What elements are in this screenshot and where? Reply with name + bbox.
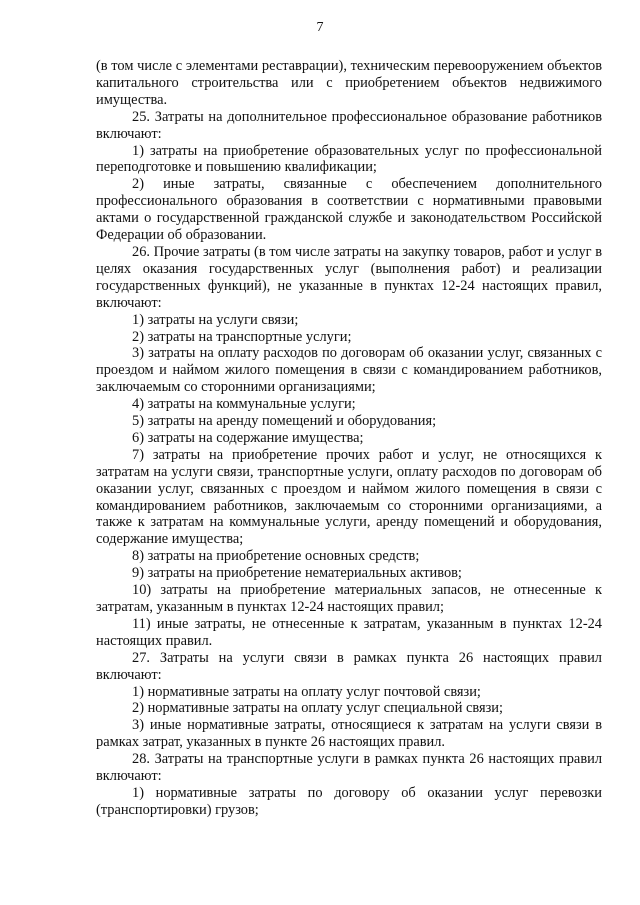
paragraph-clause-26-item-3: 3) затраты на оплату расходов по договорам об оказании услуг, связанных с проездом и наймом жилого помещения в связи с командированием работников, заключаемым со сторонними организациями; [96, 345, 602, 396]
paragraph-clause-27: 27. Затраты на услуги связи в рамках пункта 26 настоящих правил включают: [96, 649, 602, 683]
paragraph-clause-27-item-3: 3) иные нормативные затраты, относящиеся к затратам на услуги связи в рамках затрат, указанных в пункте 26 настоящих правил. [96, 717, 602, 751]
paragraph-clause-28-item-1: 1) нормативные затраты по договору об оказании услуг перевозки (транспортировки) грузов; [96, 784, 602, 818]
paragraph-clause-26-item-4: 4) затраты на коммунальные услуги; [132, 396, 356, 413]
paragraph-clause-28: 28. Затраты на транспортные услуги в рамках пункта 26 настоящих правил включают: [96, 751, 602, 785]
paragraph-clause-27-item-1: 1) нормативные затраты на оплату услуг почтовой связи; [132, 683, 481, 700]
paragraph-clause-27-item-2: 2) нормативные затраты на оплату услуг специальной связи; [132, 700, 504, 717]
paragraph-clause-26-item-1: 1) затраты на услуги связи; [132, 311, 299, 328]
paragraph-clause-26-item-9: 9) затраты на приобретение нематериальных активов; [132, 565, 462, 582]
paragraph-clause-26-item-5: 5) затраты на аренду помещений и оборудования; [132, 413, 437, 430]
paragraph-clause-26-item-7: 7) затраты на приобретение прочих работ и услуг, не относящихся к затратам на услуги связи, транспортные услуги, оплату расходов по договорам об оказании услуг, связанных с проездом и наймом жилого помещения в связи с командированием работников, заключаемым со сторонними организациями, а также к затратам на коммунальные услуги, аренду помещений и оборудования, содержание имущества; [96, 446, 602, 548]
document-body [96, 58, 602, 819]
paragraph-clause-25: 25. Затраты на дополнительное профессиональное образование работников включают: [96, 108, 602, 142]
page-number: 7 [316, 20, 324, 35]
paragraph-clause-26-item-8: 8) затраты на приобретение основных средств; [132, 548, 420, 565]
paragraph-clause-26-item-2: 2) затраты на транспортные услуги; [132, 328, 352, 345]
paragraph-clause-26-item-6: 6) затраты на содержание имущества; [132, 429, 364, 446]
paragraph-clause-26: 26. Прочие затраты (в том числе затраты на закупку товаров, работ и услуг в целях оказания государственных услуг (выполнения работ) и реализации государственных функций), не указанные в пунктах 12-24 настоящих правил, включают: [96, 243, 602, 311]
paragraph-clause-25-item-1: 1) затраты на приобретение образовательных услуг по профессиональной переподготовке и повышению квалификации; [96, 142, 602, 176]
paragraph-continuation: (в том числе с элементами реставрации), техническим перевооружением объектов капитального строительства или с приобретением объектов недвижимого имущества. [96, 58, 602, 108]
paragraph-clause-26-item-11: 11) иные затраты, не отнесенные к затратам, указанным в пунктах 12-24 настоящих правил. [96, 615, 602, 649]
paragraph-clause-26-item-10: 10) затраты на приобретение материальных запасов, не отнесенные к затратам, указанным в пунктах 12-24 настоящих правил; [96, 582, 602, 615]
paragraph-clause-25-item-2: 2) иные затраты, связанные с обеспечением дополнительного профессионального образования в соответствии с нормативными правовыми актами о государственной гражданской службе и законодательством Российской Федерации об образовании. [96, 176, 602, 244]
